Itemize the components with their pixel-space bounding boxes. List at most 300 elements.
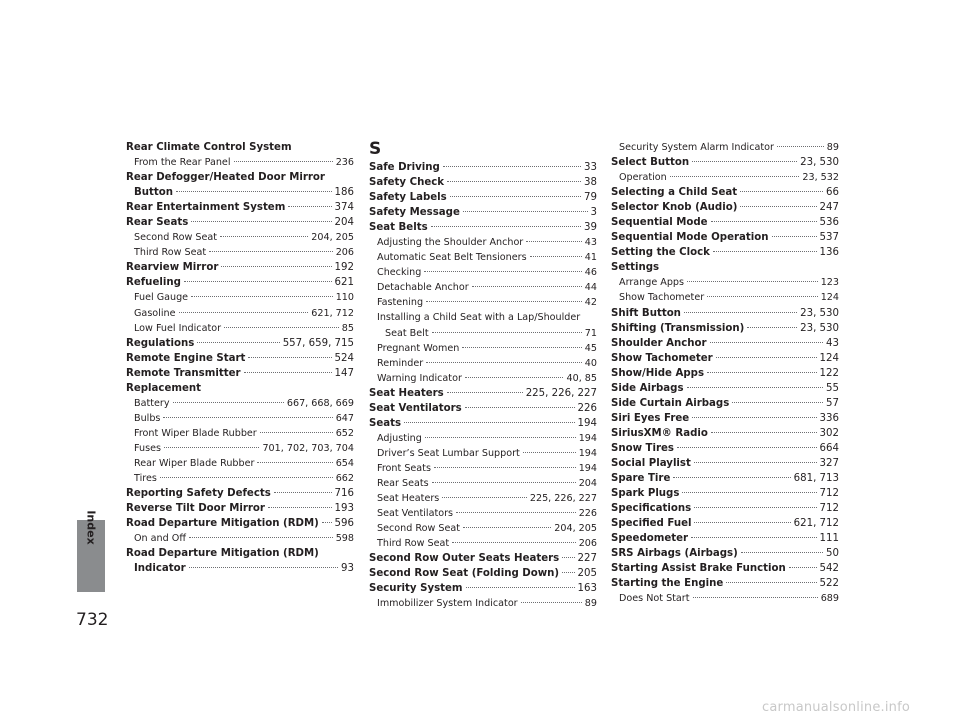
- index-term: SRS Airbags (Airbags): [611, 548, 738, 560]
- index-entry: [611, 336, 839, 351]
- index-entry: [126, 381, 354, 396]
- index-entry: [611, 381, 839, 396]
- dot-leader: [260, 432, 333, 433]
- index-subentry: [369, 521, 597, 536]
- page-reference: 71: [584, 327, 597, 339]
- index-entry: [611, 366, 839, 381]
- index-term: Seat Heaters: [377, 493, 440, 505]
- page-reference: 205: [577, 568, 597, 580]
- dot-leader: [452, 542, 576, 543]
- page-reference: 136: [819, 247, 839, 259]
- dot-leader: [163, 417, 332, 418]
- index-subentry: [126, 471, 354, 486]
- index-entry: [611, 306, 839, 321]
- index-term: Does Not Start: [619, 593, 690, 605]
- index-term: Starting the Engine: [611, 578, 724, 590]
- dot-leader: [220, 236, 308, 237]
- index-subentry: [369, 491, 597, 506]
- index-entry: [126, 366, 354, 381]
- index-subentry: [126, 155, 354, 170]
- page-reference: 712: [819, 488, 839, 500]
- index-entry: [611, 471, 839, 486]
- page-reference: 194: [578, 462, 597, 474]
- index-entry: [369, 581, 597, 596]
- index-term: Security System: [369, 583, 463, 595]
- index-term: Adjusting: [377, 432, 422, 444]
- dot-leader: [707, 296, 818, 297]
- index-term: Arrange Apps: [619, 277, 685, 289]
- index-term: Second Row Seat: [377, 523, 460, 535]
- index-term: SiriusXM® Radio: [611, 427, 708, 439]
- page-reference: 163: [577, 583, 597, 595]
- index-term: Front Seats: [377, 462, 431, 474]
- index-entry: [611, 516, 839, 531]
- page-reference: 225, 226, 227: [525, 387, 597, 399]
- index-term: Seat Ventilators: [369, 402, 462, 414]
- dot-leader: [426, 301, 582, 302]
- page-reference: 45: [584, 342, 597, 354]
- dot-leader: [173, 402, 284, 403]
- index-term: Low Fuel Indicator: [134, 322, 222, 334]
- index-subentry: [611, 290, 839, 305]
- watermark: carmanualsonline.info: [762, 700, 911, 715]
- dot-leader: [426, 362, 582, 363]
- dot-leader: [693, 597, 818, 598]
- index-subentry: [369, 326, 597, 341]
- index-subentry: [126, 396, 354, 411]
- page-reference: 204: [334, 217, 354, 229]
- index-term: Show/Hide Apps: [611, 367, 705, 379]
- index-term: Social Playlist: [611, 457, 691, 469]
- index-term: Specifications: [611, 503, 692, 515]
- dot-leader: [450, 196, 581, 197]
- index-entry: [369, 175, 597, 190]
- index-entry: [611, 456, 839, 471]
- index-subentry: [369, 235, 597, 250]
- index-term: Show Tachometer: [619, 292, 705, 304]
- index-term: Starting Assist Brake Function: [611, 563, 786, 575]
- page-reference: 621, 712: [311, 307, 354, 319]
- page-reference: 206: [335, 247, 354, 259]
- index-entry: [611, 546, 839, 561]
- index-entry: [611, 426, 839, 441]
- dot-leader: [179, 312, 309, 313]
- index-term: On and Off: [134, 533, 186, 545]
- page-reference: 123: [820, 277, 839, 289]
- page-reference: 42: [584, 297, 597, 309]
- dot-leader: [443, 166, 581, 167]
- dot-leader: [431, 226, 581, 227]
- index-entry: [369, 220, 597, 235]
- index-entry: [611, 245, 839, 260]
- index-subentry: [369, 356, 597, 371]
- index-entry: [369, 566, 597, 581]
- index-term: Sequential Mode: [611, 217, 708, 229]
- index-subentry: [126, 456, 354, 471]
- page-reference: 536: [819, 217, 839, 229]
- page-reference: 716: [334, 488, 354, 500]
- index-subentry: [369, 431, 597, 446]
- index-subentry: [611, 275, 839, 290]
- page-reference: 93: [341, 563, 354, 575]
- index-term: Bulbs: [134, 412, 161, 424]
- page-reference: 122: [819, 367, 839, 379]
- page-reference: 654: [335, 457, 354, 469]
- index-term: Tires: [134, 473, 157, 485]
- index-term: Safety Labels: [369, 192, 447, 204]
- index-term: Rear Seats: [126, 217, 189, 229]
- page-reference: 23, 532: [802, 172, 839, 184]
- page-reference: 110: [335, 292, 354, 304]
- index-term: Fuel Gauge: [134, 292, 189, 304]
- index-entry: [369, 190, 597, 205]
- index-term: Spare Tire: [611, 473, 671, 485]
- dot-leader: [673, 477, 790, 478]
- index-subentry: [126, 290, 354, 305]
- page-reference: 336: [819, 412, 839, 424]
- dot-leader: [191, 296, 333, 297]
- index-term: Rear Wiper Blade Rubber: [134, 457, 255, 469]
- dot-leader: [562, 572, 574, 573]
- dot-leader: [234, 161, 333, 162]
- index-term: Immobilizer System Indicator: [377, 598, 518, 610]
- page-reference: 302: [819, 427, 839, 439]
- page-reference: 39: [584, 222, 597, 234]
- dot-leader: [425, 437, 576, 438]
- side-tab-background: [77, 0, 105, 592]
- index-term: Speedometer: [611, 533, 689, 545]
- page-reference: 89: [826, 142, 839, 153]
- index-entry: [126, 185, 354, 200]
- index-column-3: [611, 140, 839, 606]
- index-term: From the Rear Panel: [134, 157, 231, 169]
- index-term: Button: [134, 187, 174, 199]
- dot-leader: [677, 447, 817, 448]
- page-reference: 44: [584, 282, 597, 294]
- index-entry: [611, 486, 839, 501]
- page-reference: 111: [819, 533, 839, 545]
- dot-leader: [716, 357, 817, 358]
- index-entry: [126, 275, 354, 290]
- page-reference: 542: [819, 563, 839, 575]
- index-entry: [126, 561, 354, 576]
- page-reference: 206: [578, 538, 597, 550]
- dot-leader: [322, 522, 332, 523]
- page-number: 732: [76, 610, 109, 630]
- dot-leader: [747, 327, 797, 328]
- index-term: Side Airbags: [611, 382, 684, 394]
- index-term: Road Departure Mitigation (RDM): [126, 548, 319, 560]
- index-entry: [126, 200, 354, 215]
- index-term: Second Row Outer Seats Heaters: [369, 553, 560, 565]
- page-reference: 204, 205: [311, 232, 354, 244]
- page-reference: 236: [335, 157, 354, 169]
- page-reference: 557, 659, 715: [282, 337, 354, 349]
- page-reference: 621: [334, 277, 354, 289]
- dot-leader: [740, 191, 823, 192]
- page-reference: 66: [826, 187, 839, 199]
- index-term: Select Button: [611, 157, 690, 169]
- index-term: Show Tachometer: [611, 352, 713, 364]
- index-subentry: [126, 441, 354, 456]
- index-term: Checking: [377, 267, 422, 279]
- dot-leader: [434, 467, 576, 468]
- index-subentry: [369, 295, 597, 310]
- index-entry: [611, 411, 839, 426]
- dot-leader: [463, 527, 551, 528]
- dot-leader: [711, 221, 817, 222]
- page-reference: 79: [584, 192, 597, 204]
- index-entry: [611, 321, 839, 336]
- dot-leader: [404, 422, 574, 423]
- dot-leader: [713, 251, 817, 252]
- index-term: Selecting a Child Seat: [611, 187, 738, 199]
- dot-leader: [692, 417, 816, 418]
- index-subentry: [611, 140, 839, 155]
- index-term: Battery: [134, 397, 170, 409]
- dot-leader: [456, 512, 576, 513]
- page-reference: 40, 85: [566, 372, 597, 384]
- index-term: Security System Alarm Indicator: [619, 142, 774, 153]
- page-reference: 3: [590, 207, 597, 219]
- page-reference: 681, 713: [793, 473, 839, 485]
- index-term: Snow Tires: [611, 442, 674, 454]
- index-subentry: [126, 245, 354, 260]
- dot-leader: [164, 447, 259, 448]
- index-entry: [611, 185, 839, 200]
- index-entry: [126, 140, 354, 155]
- page-reference: 43: [584, 237, 597, 249]
- dot-leader: [521, 602, 582, 603]
- page-reference: 226: [578, 508, 597, 520]
- dot-leader: [462, 347, 581, 348]
- index-tab-label: [78, 511, 104, 591]
- index-term: Installing a Child Seat with a Lap/Shoulder: [377, 312, 581, 324]
- index-term: Fuses: [134, 442, 161, 454]
- index-entry: [611, 351, 839, 366]
- index-term: Remote Engine Start: [126, 352, 246, 364]
- page-reference: 204: [578, 477, 597, 489]
- dot-leader: [740, 206, 816, 207]
- page-reference: 701, 702, 703, 704: [262, 442, 354, 454]
- index-tab-text: Index: [84, 510, 98, 545]
- dot-leader: [707, 372, 817, 373]
- dot-leader: [530, 256, 582, 257]
- index-entry: [611, 260, 839, 275]
- dot-leader: [741, 552, 823, 553]
- index-entry: [126, 336, 354, 351]
- index-term: Reporting Safety Defects: [126, 488, 271, 500]
- dot-leader: [670, 176, 800, 177]
- dot-leader: [432, 482, 576, 483]
- index-term: Refueling: [126, 277, 181, 289]
- index-entry: [611, 531, 839, 546]
- page-reference: 186: [334, 187, 354, 199]
- dot-leader: [189, 567, 338, 568]
- index-entry: [611, 200, 839, 215]
- index-term: Spark Plugs: [611, 488, 680, 500]
- page-reference: 225, 226, 227: [529, 493, 597, 505]
- dot-leader: [726, 582, 816, 583]
- page-reference: 124: [820, 292, 839, 304]
- index-subentry: [369, 265, 597, 280]
- page-reference: 621, 712: [793, 518, 839, 530]
- index-term: Front Wiper Blade Rubber: [134, 427, 257, 439]
- index-subentry: [369, 446, 597, 461]
- index-subentry: [126, 531, 354, 546]
- dot-leader: [465, 407, 575, 408]
- section-letter: S: [369, 139, 382, 159]
- dot-leader: [684, 312, 797, 313]
- index-term: Third Row Seat: [134, 247, 207, 259]
- dot-leader: [447, 181, 581, 182]
- page-reference: 192: [334, 262, 354, 274]
- index-term: Pregnant Women: [377, 342, 460, 354]
- dot-leader: [732, 402, 823, 403]
- dot-leader: [244, 372, 332, 373]
- page-reference: 664: [819, 442, 839, 454]
- index-entry: [611, 396, 839, 411]
- index-column-2: [369, 140, 597, 611]
- page-reference: 667, 668, 669: [286, 397, 354, 409]
- index-subentry: [369, 506, 597, 521]
- dot-leader: [465, 377, 564, 378]
- index-term: Warning Indicator: [377, 372, 462, 384]
- page-reference: 327: [819, 457, 839, 469]
- dot-leader: [562, 557, 574, 558]
- index-subentry: [369, 476, 597, 491]
- index-subentry: [126, 306, 354, 321]
- dot-leader: [772, 236, 817, 237]
- index-subentry: [369, 310, 597, 325]
- page-reference: 374: [334, 202, 354, 214]
- page-reference: 598: [335, 533, 354, 545]
- index-term: Selector Knob (Audio): [611, 202, 738, 214]
- page-reference: 50: [826, 548, 839, 560]
- index-entry: [611, 576, 839, 591]
- index-entry: [611, 561, 839, 576]
- index-subentry: [126, 411, 354, 426]
- page-reference: 33: [584, 162, 597, 173]
- index-subentry: [369, 371, 597, 386]
- page-reference: 204, 205: [554, 523, 597, 535]
- index-subentry: [126, 426, 354, 441]
- page-reference: 596: [334, 518, 354, 530]
- dot-leader: [466, 587, 575, 588]
- dot-leader: [424, 271, 581, 272]
- index-subentry: [611, 170, 839, 185]
- index-term: Siri Eyes Free: [611, 412, 690, 424]
- index-subentry: [126, 321, 354, 336]
- index-term: Gasoline: [134, 307, 176, 319]
- dot-leader: [710, 342, 823, 343]
- index-entry: [369, 416, 597, 431]
- index-term: Automatic Seat Belt Tensioners: [377, 252, 527, 264]
- index-entry: [126, 546, 354, 561]
- dot-leader: [197, 342, 279, 343]
- index-term: Seat Belt: [385, 327, 429, 339]
- index-term: Driver’s Seat Lumbar Support: [377, 447, 520, 459]
- index-term: Indicator: [134, 563, 186, 575]
- index-subentry: [369, 250, 597, 265]
- dot-leader: [463, 211, 588, 212]
- page-reference: 55: [826, 382, 839, 394]
- index-subentry: [369, 280, 597, 295]
- index-term: Rear Seats: [377, 477, 429, 489]
- index-subentry: [369, 461, 597, 476]
- dot-leader: [682, 492, 816, 493]
- dot-leader: [694, 462, 817, 463]
- index-subentry: [126, 230, 354, 245]
- dot-leader: [692, 161, 797, 162]
- index-entry: [126, 215, 354, 230]
- dot-leader: [248, 357, 331, 358]
- dot-leader: [191, 221, 331, 222]
- dot-leader: [472, 286, 582, 287]
- page-reference: 652: [335, 427, 354, 439]
- page-reference: 193: [334, 503, 354, 515]
- index-entry: [611, 155, 839, 170]
- index-term: Seat Heaters: [369, 387, 444, 399]
- index-term: Reminder: [377, 357, 424, 369]
- dot-leader: [442, 497, 527, 498]
- page-reference: 43: [826, 337, 839, 349]
- page-reference: 38: [584, 177, 597, 189]
- page-reference: 124: [819, 352, 839, 364]
- dot-leader: [189, 537, 333, 538]
- index-term: Shift Button: [611, 307, 681, 319]
- index-term: Detachable Anchor: [377, 282, 469, 294]
- dot-leader: [432, 332, 582, 333]
- index-term: Second Row Seat (Folding Down): [369, 568, 560, 580]
- dot-leader: [691, 537, 816, 538]
- index-entry: [126, 170, 354, 185]
- index-subentry: [369, 596, 597, 611]
- page-reference: 662: [335, 473, 354, 485]
- dot-leader: [288, 206, 331, 207]
- page-reference: 524: [334, 352, 354, 364]
- page-reference: 537: [819, 232, 839, 244]
- index-term: Road Departure Mitigation (RDM): [126, 518, 319, 530]
- page-reference: 57: [826, 397, 839, 409]
- dot-leader: [274, 492, 332, 493]
- page-reference: 23, 530: [800, 322, 839, 334]
- index-term: Rear Defogger/Heated Door Mirror: [126, 172, 325, 184]
- dot-leader: [523, 452, 576, 453]
- index-subentry: [369, 536, 597, 551]
- page-reference: 689: [820, 593, 839, 605]
- index-subentry: [611, 591, 839, 606]
- index-term: Regulations: [126, 337, 195, 349]
- index-entry: [611, 501, 839, 516]
- dot-leader: [268, 507, 332, 508]
- dot-leader: [209, 251, 333, 252]
- page-reference: 147: [334, 367, 354, 379]
- page-reference: 41: [584, 252, 597, 264]
- index-term: Rearview Mirror: [126, 262, 219, 274]
- page-reference: 40: [584, 357, 597, 369]
- index-term: Remote Transmitter: [126, 367, 241, 379]
- index-term: Replacement: [126, 382, 202, 394]
- page-reference: 522: [819, 578, 839, 590]
- index-term: Seat Ventilators: [377, 508, 454, 520]
- index-entry: [369, 401, 597, 416]
- dot-leader: [694, 507, 816, 508]
- page-reference: 226: [577, 402, 597, 414]
- dot-leader: [221, 266, 331, 267]
- page-reference: 194: [577, 417, 597, 429]
- index-term: Operation: [619, 172, 667, 184]
